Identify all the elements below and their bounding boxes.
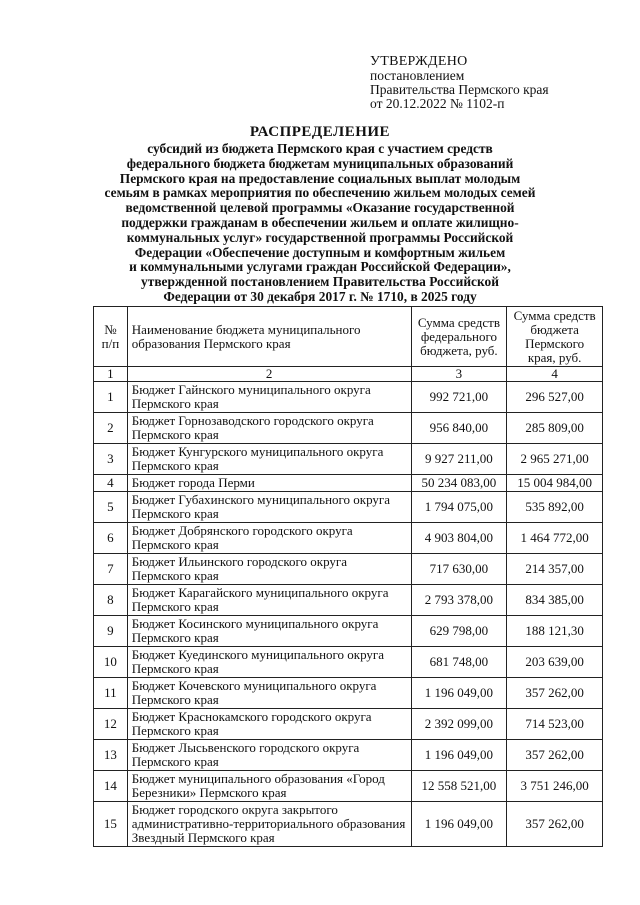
table-header-row — [94, 307, 603, 367]
subtitle-line: семьям в рамках мероприятия по обеспечению жильем молодых семей — [104, 185, 536, 201]
row-federal: 9 927 211,00 — [411, 444, 507, 475]
table-row — [94, 382, 603, 413]
subtitle-line: Пермского края на предоставление социальных выплат молодым — [119, 170, 521, 186]
row-num: 8 — [94, 585, 128, 616]
subtitle-line: утвержденной постановлением Правительства Российской — [141, 274, 499, 290]
row-num: 4 — [94, 475, 128, 492]
row-federal: 2 392 099,00 — [411, 709, 507, 740]
row-num: 5 — [94, 492, 128, 523]
row-name: Бюджет Добрянского городского округа Пермского края — [127, 523, 411, 554]
header-regional: Сумма средств бюджета Пермского края, руб. — [507, 307, 603, 367]
row-num: 11 — [94, 678, 128, 709]
header-num: № п/п — [94, 307, 128, 367]
row-regional: 1 464 772,00 — [507, 523, 603, 554]
approval-stamp — [370, 55, 620, 111]
row-federal: 4 903 804,00 — [411, 523, 507, 554]
row-name: Бюджет Куединского муниципального округа Пермского края — [127, 647, 411, 678]
row-federal: 1 196 049,00 — [411, 740, 507, 771]
row-regional: 285 809,00 — [507, 413, 603, 444]
index-cell: 3 — [411, 367, 507, 382]
row-regional: 357 262,00 — [507, 678, 603, 709]
subtitle-line: федерального бюджета бюджетам муниципальных образований — [126, 155, 514, 171]
table-row — [94, 678, 603, 709]
row-federal: 12 558 521,00 — [411, 771, 507, 802]
table-body — [94, 382, 603, 847]
row-name: Бюджет Косинского муниципального округа Пермского края — [127, 616, 411, 647]
subtitle-line: коммунальных услуг» государственной программы Российской — [126, 229, 514, 245]
row-federal: 50 234 083,00 — [411, 475, 507, 492]
approval-heading: УТВЕРЖДЕНО — [370, 54, 468, 69]
row-regional: 296 527,00 — [507, 382, 603, 413]
row-name: Бюджет Лысьвенского городского округа Пермского края — [127, 740, 411, 771]
row-federal: 1 196 049,00 — [411, 678, 507, 709]
row-regional: 357 262,00 — [507, 802, 603, 847]
approval-line-3: от 20.12.2022 № 1102-п — [370, 96, 505, 111]
row-num: 3 — [94, 444, 128, 475]
row-name: Бюджет городского округа закрытого административно-территориального образования Звездный Пермского края — [127, 802, 411, 847]
table-row — [94, 771, 603, 802]
table-row — [94, 616, 603, 647]
table-index-row — [94, 367, 603, 382]
row-num: 6 — [94, 523, 128, 554]
row-federal: 1 794 075,00 — [411, 492, 507, 523]
row-name: Бюджет Карагайского муниципального округа Пермского края — [127, 585, 411, 616]
row-num: 10 — [94, 647, 128, 678]
subtitle-line: поддержки гражданам в обеспечении жильем и оплате жилищно- — [121, 214, 519, 230]
row-name: Бюджет города Перми — [127, 475, 411, 492]
document-title: РАСПРЕДЕЛЕНИЕ — [249, 124, 391, 140]
row-regional: 3 751 246,00 — [507, 771, 603, 802]
index-cell: 2 — [127, 367, 411, 382]
row-regional: 2 965 271,00 — [507, 444, 603, 475]
distribution-table — [93, 306, 603, 847]
row-regional: 15 004 984,00 — [507, 475, 603, 492]
row-name: Бюджет Горнозаводского городского округа Пермского края — [127, 413, 411, 444]
table-row — [94, 647, 603, 678]
row-name: Бюджет муниципального образования «Город Березники» Пермского края — [127, 771, 411, 802]
row-federal: 956 840,00 — [411, 413, 507, 444]
document-subtitle — [82, 142, 558, 305]
row-federal: 717 630,00 — [411, 554, 507, 585]
header-name: Наименование бюджета муниципального образования Пермского края — [127, 307, 411, 367]
row-regional: 834 385,00 — [507, 585, 603, 616]
index-cell: 1 — [94, 367, 128, 382]
row-num: 2 — [94, 413, 128, 444]
table-row — [94, 492, 603, 523]
row-regional: 188 121,30 — [507, 616, 603, 647]
table-row — [94, 523, 603, 554]
table-row — [94, 709, 603, 740]
row-name: Бюджет Гайнского муниципального округа Пермского края — [127, 382, 411, 413]
row-regional: 203 639,00 — [507, 647, 603, 678]
row-regional: 535 892,00 — [507, 492, 603, 523]
approval-line-1: постановлением — [370, 68, 465, 83]
row-num: 12 — [94, 709, 128, 740]
row-num: 9 — [94, 616, 128, 647]
subtitle-line: ведомственной целевой программы «Оказание государственной — [125, 200, 515, 216]
row-regional: 214 357,00 — [507, 554, 603, 585]
row-num: 14 — [94, 771, 128, 802]
table-row — [94, 475, 603, 492]
index-cell: 4 — [507, 367, 603, 382]
row-federal: 2 793 378,00 — [411, 585, 507, 616]
subtitle-line: и коммунальными услугами граждан Российской Федерации», — [129, 259, 511, 275]
row-num: 1 — [94, 382, 128, 413]
row-name: Бюджет Губахинского муниципального округа Пермского края — [127, 492, 411, 523]
subtitle-line: Федерации «Обеспечение доступным и комфортным жильем — [134, 244, 506, 260]
table-row — [94, 740, 603, 771]
subtitle-line: субсидий из бюджета Пермского края с участием средств — [147, 141, 493, 156]
header-federal: Сумма средств федерального бюджета, руб. — [411, 307, 507, 367]
table-row — [94, 585, 603, 616]
row-name: Бюджет Кунгурского муниципального округа Пермского края — [127, 444, 411, 475]
row-federal: 992 721,00 — [411, 382, 507, 413]
row-regional: 357 262,00 — [507, 740, 603, 771]
row-name: Бюджет Ильинского городского округа Пермского края — [127, 554, 411, 585]
row-name: Бюджет Кочевского муниципального округа Пермского края — [127, 678, 411, 709]
row-name: Бюджет Краснокамского городского округа Пермского края — [127, 709, 411, 740]
row-federal: 629 798,00 — [411, 616, 507, 647]
table-row — [94, 413, 603, 444]
table-row — [94, 554, 603, 585]
row-num: 15 — [94, 802, 128, 847]
row-federal: 1 196 049,00 — [411, 802, 507, 847]
approval-line-2: Правительства Пермского края — [370, 82, 549, 97]
table-row — [94, 444, 603, 475]
row-regional: 714 523,00 — [507, 709, 603, 740]
row-num: 7 — [94, 554, 128, 585]
row-federal: 681 748,00 — [411, 647, 507, 678]
table-row — [94, 802, 603, 847]
row-num: 13 — [94, 740, 128, 771]
subtitle-line: Федерации от 30 декабря 2017 г. № 1710, в 2025 году — [163, 288, 477, 304]
